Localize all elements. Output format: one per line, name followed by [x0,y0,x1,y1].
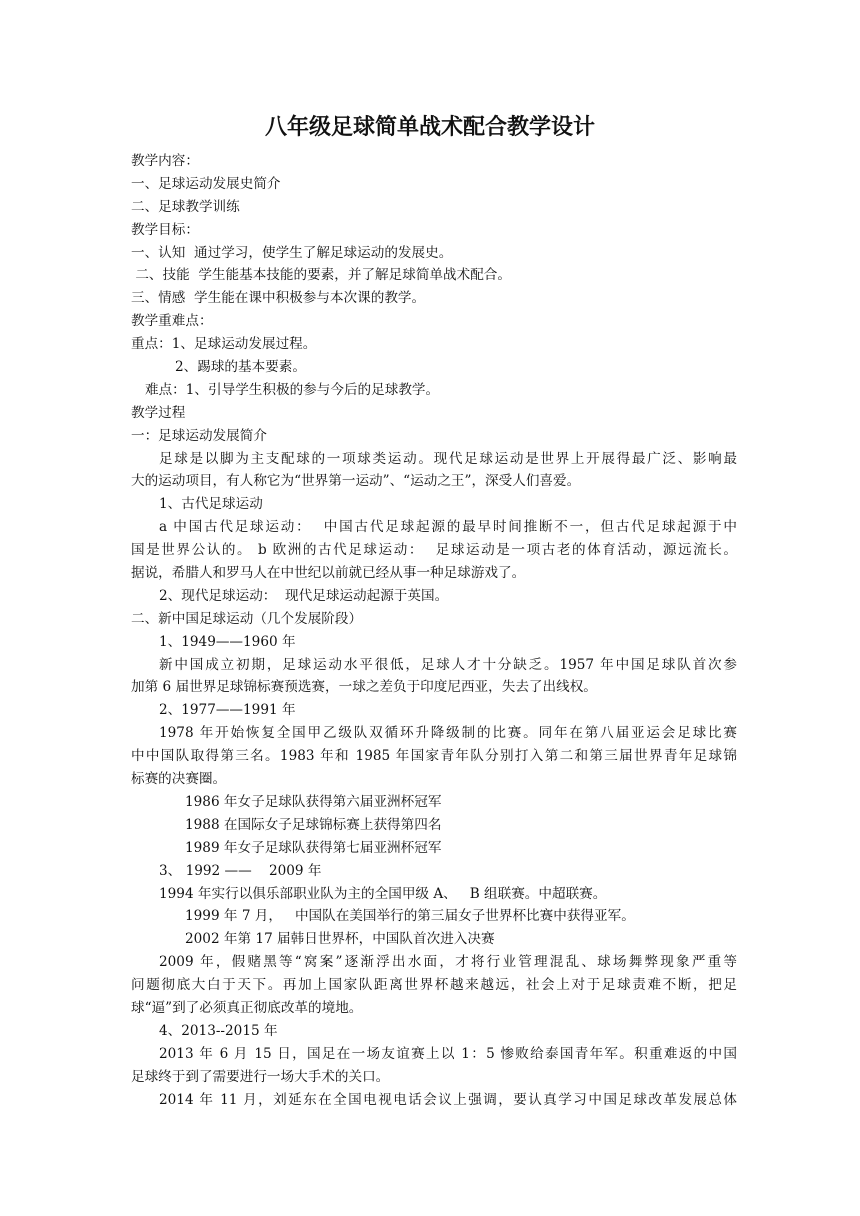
text-line: 教学重难点： [131,313,213,330]
text-line: 据说，希腊人和罗马人在中世纪以前就已经从事一种足球游戏了。 [131,565,526,582]
text-line: 2、踢球的基本要素。 [175,359,306,376]
text-line: 二、足球教学训练 [131,198,240,215]
text-line: 三、情感 学生能在课中积极参与本次课的教学。 [131,290,426,307]
text-line: 1、古代足球运动 [159,496,263,513]
text-line: 一、足球运动发展史简介 [131,175,281,192]
text-line: 3、 1992 —— 2009 年 [159,862,322,879]
text-line: 大的运动项目，有人称它为“世界第一运动”、“运动之王”，深受人们喜爱。 [131,473,581,490]
text-line: 1978 年开始恢复全国甲乙级队双循环升降级制的比赛。同年在第八届亚运会足球比赛 [159,725,737,742]
text-line: 新中国成立初期，足球运动水平很低，足球人才十分缺乏。1957 年中国足球队首次参 [159,656,737,673]
text-line: 4、2013--2015 年 [159,1022,278,1039]
text-line: 标赛的决赛圈。 [131,771,227,788]
text-line: 2、1977——1991 年 [159,702,296,719]
text-line: 1、1949——1960 年 [159,633,296,650]
text-line: 2002 年第 17 届韩日世界杯，中国队首次进入决赛 [185,931,495,948]
text-line: 二、技能 学生能基本技能的要素，并了解足球简单战术配合。 [131,267,511,284]
document-title: 八年级足球简单战术配合教学设计 [264,114,595,140]
text-line: 1988 在国际女子足球锦标赛上获得第四名 [185,816,442,833]
text-line: 球“逼”到了必须真正彻底改革的境地。 [131,999,363,1016]
text-line: 1989 年女子足球队获得第七届亚洲杯冠军 [185,839,442,856]
text-line: 中中国队取得第三名。1983 年和 1985 年国家青年队分别打入第二和第三届世界青年足球锦 [131,748,737,765]
text-line: 二、新中国足球运动（几个发展阶段） [131,610,363,627]
text-line: 问题彻底大白于天下。再加上国家队距离世界杯越来越远，社会上对于足球责难不断，把足 [131,977,737,994]
text-line: 一：足球运动发展简介 [131,427,267,444]
text-line: 重点：1、足球运动发展过程。 [131,336,317,353]
text-line: 教学过程 [131,404,186,421]
text-line: 教学内容： [131,153,199,169]
text-line: 国是世界公认的。 b 欧洲的古代足球运动： 足球运动是一项古老的体育活动，源远流长。 [131,542,737,559]
text-line: 难点：1、引导学生积极的参与今后的足球教学。 [145,381,440,398]
text-line: 1986 年女子足球队获得第六届亚洲杯冠军 [185,793,442,810]
text-line: 一、认知 通过学习，使学生了解足球运动的发展史。 [131,244,453,261]
text-line: 2009 年，假赌黑等“窝案”逐渐浮出水面，才将行业管理混乱、球场舞弊现象严重等 [159,954,737,971]
text-line: 足球终于到了需要进行一场大手术的关口。 [131,1068,390,1085]
document-body [131,150,737,1111]
text-line: 2、现代足球运动： 现代足球运动起源于英国。 [159,587,449,604]
text-line: 1994 年实行以俱乐部职业队为主的全国甲级 A、 B 组联赛。中超联赛。 [159,885,607,902]
text-line: 2013 年 6 月 15 日，国足在一场友谊赛上以 1：5 惨败给泰国青年军。积重难返的中国 [159,1045,737,1062]
text-line: a 中国古代足球运动： 中国古代足球起源的最早时间推断不一，但古代足球起源于中 [159,519,737,536]
text-line: 2014 年 11 月，刘延东在全国电视电话会议上强调，要认真学习中国足球改革发展总体 [159,1091,737,1108]
text-line: 教学目标： [131,221,199,238]
text-line: 加第 6 届世界足球锦标赛预选赛，一球之差负于印度尼西亚，失去了出线权。 [131,679,597,696]
text-line: 1999 年 7 月， 中国队在美国举行的第三届女子世界杯比赛中获得亚军。 [185,908,635,925]
text-line: 足球是以脚为主支配球的一项球类运动。现代足球运动是世界上开展得最广泛、影响最 [159,450,737,467]
